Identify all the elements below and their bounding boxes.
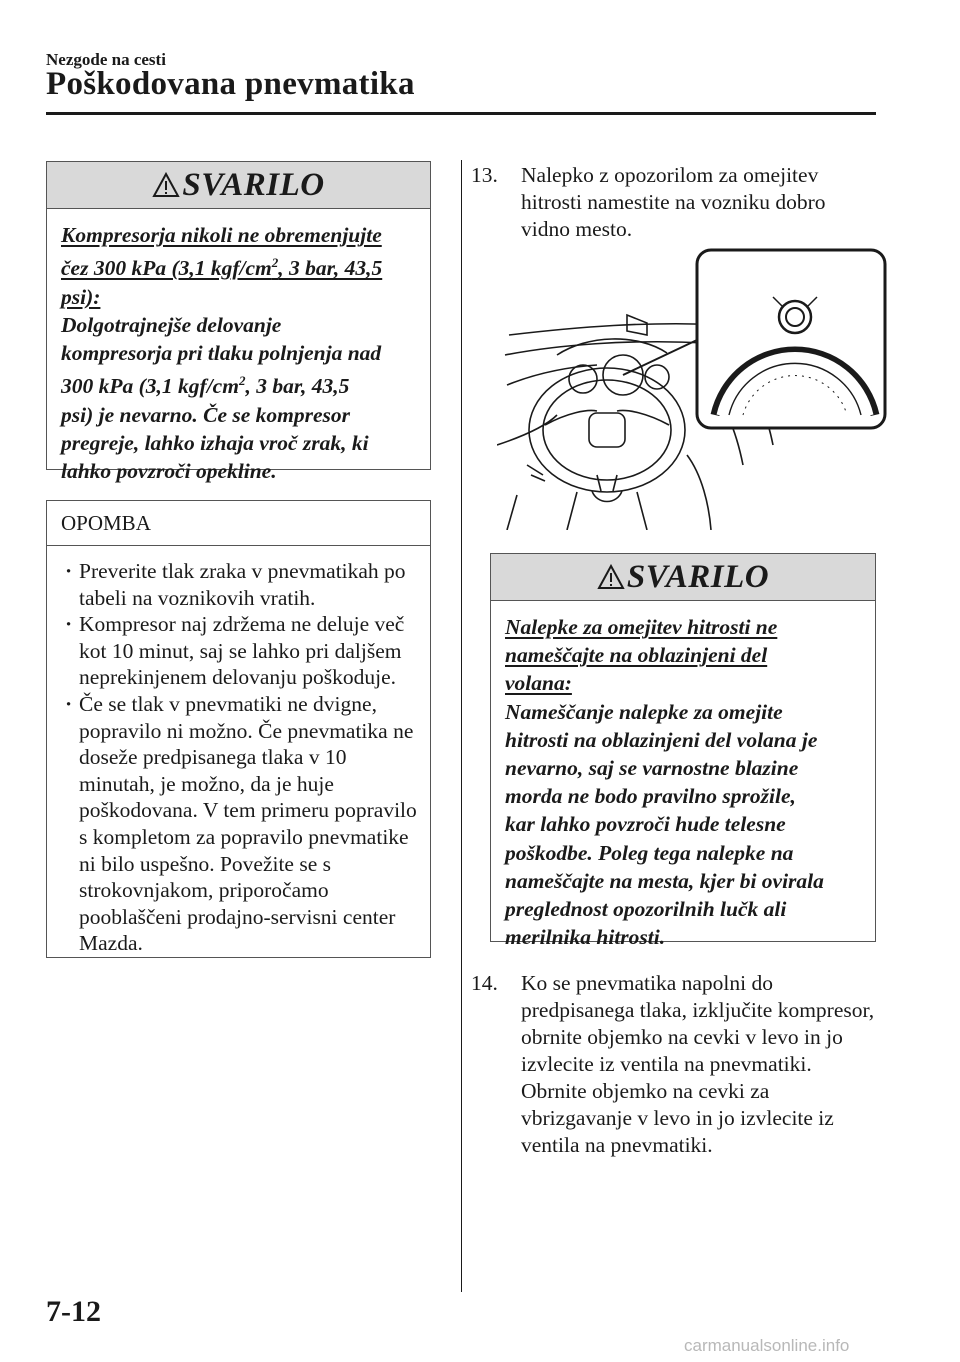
warning-text-line: poškodbe. Poleg tega nalepke na	[505, 840, 794, 865]
column-divider	[461, 160, 462, 1292]
warning-underlined-line: nameščajte na oblazinjeni del	[505, 643, 768, 668]
step-13	[471, 162, 876, 243]
warning-text-line: psi) je nevarno. Če se kompresor	[61, 402, 351, 427]
warning-body	[47, 209, 430, 485]
step-text: Nalepko z opozorilom za omejitev hitrosti namestite na vozniku dobro vidno mesto.	[521, 163, 826, 241]
warning-text-line: kompresorja pri tlaku polnjenja nad	[61, 340, 382, 365]
warning-text-line: preglednost opozorilnih lučk ali	[505, 897, 787, 922]
title-rule	[46, 112, 876, 115]
warning-text-line: hitrosti na oblazinjeni del volana je	[505, 727, 818, 752]
page-number: 7-12	[46, 1295, 101, 1328]
warning-box-compressor	[46, 161, 431, 483]
warning-text-line: pregreje, lahko izhaja vroč zrak, ki	[61, 430, 369, 455]
warning-text-line: morda ne bodo pravilno sprožile,	[505, 784, 796, 809]
warning-text-line: nevarno, saj se varnostne blazine	[505, 756, 799, 781]
warning-text-line: 300 kPa (3,1 kgf/$cm^2$, 3 bar, 43,5	[61, 373, 350, 399]
step-number: 14.	[471, 971, 498, 995]
warning-body	[491, 601, 875, 951]
warning-text-line: Nameščanje nalepke za omejite	[505, 699, 783, 724]
note-title: OPOMBA	[47, 501, 430, 546]
warning-underlined-line: Kompresorja nikoli ne obremenjujte	[61, 223, 382, 247]
section-label: Nezgode na cesti	[46, 50, 166, 69]
warning-text-line: lahko povzroči opekline.	[61, 458, 277, 483]
step-text: Ko se pnevmatika napolni do predpisanega tlaka, izključite kompresor, obrnite objemko na cevki v levo in jo izvlecite iz ventila na pnevmatiki. Obrnite objemko na cevki za vbrizgavanje v levo in jo izvlecite iz ventila na pnevmatiki.	[521, 971, 875, 1157]
note-box	[46, 500, 431, 958]
warning-text-line: Dolgotrajnejše delovanje	[61, 312, 282, 337]
warning-box-sticker	[490, 553, 876, 950]
step-number: 13.	[471, 163, 498, 187]
warning-underlined-line: čez 300 kPa (3,1 kgf/$cm^2$, 3 bar, 43,5	[61, 255, 383, 281]
page-title: Poškodovana pnevmatika	[46, 66, 415, 102]
warning-triangle-icon	[597, 564, 625, 590]
warning-underlined-line: volana:	[505, 671, 572, 696]
note-item: · Če se tlak v pnevmatiki ne dvigne, popravilo ni možno. Če pnevmatika ne doseže predpisanega tlaka v 10 minutah, je možno, da je huje poškodovana. V tem primeru popravilo s kompletom za popravilo pnevmatike ni bilo uspešno. Povežite se s strokovnjakom, priporočamo pooblaščeni prodajno-servisni center Mazda.	[61, 691, 420, 957]
warning-text-line: nameščajte na mesta, kjer bi ovirala	[505, 868, 824, 893]
note-item: · Kompresor naj zdržema ne deluje več kot 10 minut, saj se lahko pri daljšem neprekinjenem delovanju poškoduje.	[61, 611, 420, 691]
warning-header	[47, 162, 430, 209]
note-list	[47, 546, 430, 957]
warning-triangle-icon	[152, 172, 180, 198]
warning-underlined-line: Nalepke za omejitev hitrosti ne	[505, 615, 778, 639]
warning-title: SVARILO	[182, 166, 325, 203]
watermark: carmanualsonline.info	[684, 1336, 850, 1355]
warning-title: SVARILO	[626, 558, 770, 595]
step-14	[471, 970, 876, 1159]
warning-underlined-line: psi):	[61, 284, 101, 309]
warning-header	[491, 554, 875, 601]
warning-text-line: kar lahko povzroči hude telesne	[505, 812, 786, 837]
note-item: · Preverite tlak zraka v pnevmatikah po tabeli na voznikovih vratih.	[61, 558, 420, 611]
speedometer-sticker-illustration	[497, 245, 890, 530]
warning-text-line: merilnika hitrosti.	[505, 925, 666, 950]
